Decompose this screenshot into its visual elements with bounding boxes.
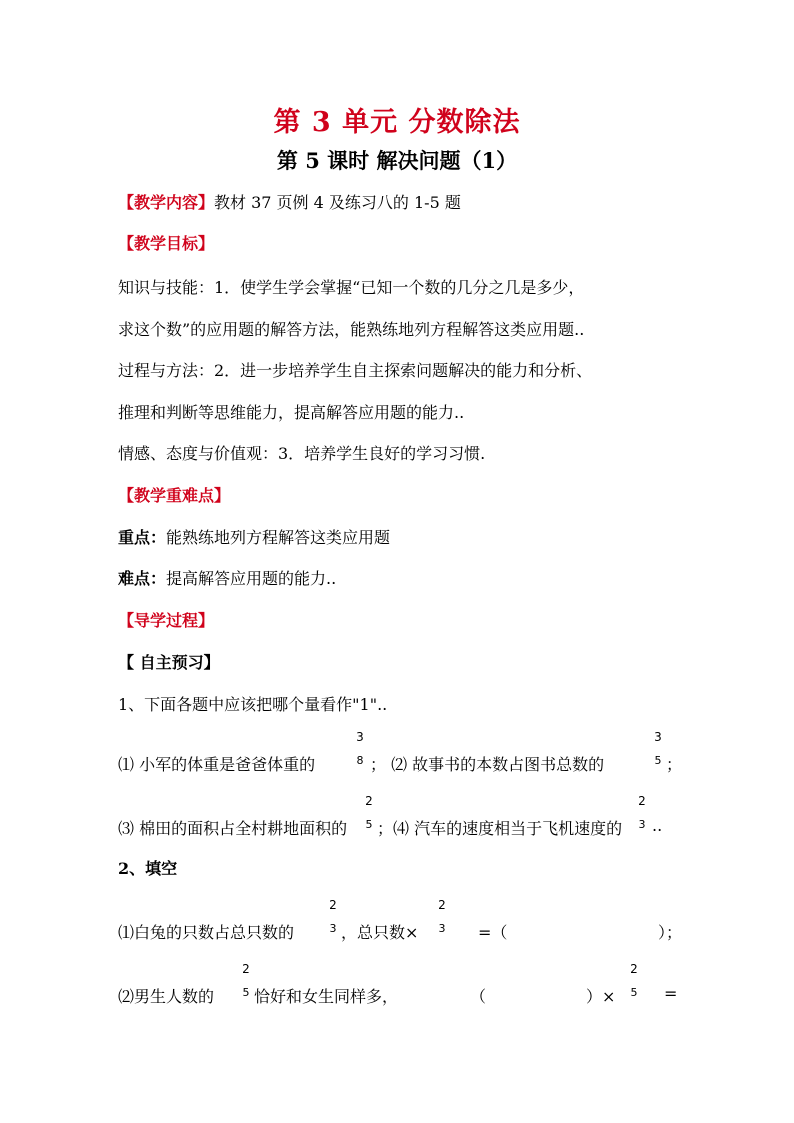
fraction-denominator: 5 [654,754,662,767]
q1-item-b: ； ⑵ 故事书的本数占图书总数的 [370,755,605,774]
goal-line: 情感、态度与价值观：3．培养学生良好的学习习惯. [118,444,486,463]
fraction [636,794,648,832]
fraction-denominator: 5 [630,986,638,999]
teaching-content-text: 教材 37 页例 4 及练习八的 1-5 题 [214,193,461,212]
q2-item-a-mid: ，总只数× [341,923,419,942]
key-point-label: 重点： [118,528,167,547]
goal-line: 推理和判断等思维能力，提高解答应用题的能力.. [118,403,465,422]
q2-item-b-eq: = [664,984,678,1003]
fraction [363,794,375,832]
unit-title: 第 3 单元 分数除法 [273,107,521,138]
question-2: 2、填空 [118,859,178,878]
q2-item-b-mid: 恰好和女生同样多， [254,987,399,1006]
fraction [436,898,448,936]
fraction-denominator: 3 [638,818,646,831]
fraction [652,730,664,768]
self-preview-label: 【 自主预习】 [118,653,220,672]
difficult-point [118,566,336,589]
process-label: 【导学过程】 [118,611,215,630]
fraction [240,962,252,1000]
teaching-content [118,190,461,213]
q2-item-b-paren-close: ）× [586,987,616,1006]
fraction-numerator: 2 [365,794,373,808]
q2-item-a: ⑴白兔的只数占总只数的 [118,923,295,942]
q2-item-a-end: ）； [658,923,683,942]
q2-item-b-paren-open: （ [470,987,487,1006]
key-point-text: 能熟练地列方程解答这类应用题 [166,528,391,547]
difficult-point-label: 难点： [118,569,167,588]
fraction-denominator: 3 [329,922,337,935]
lesson-subtitle: 第 5 课时 解决问题（1） [276,148,518,173]
goal-line: 知识与技能：1．使学生学会掌握“已知一个数的几分之几是多少， [118,278,585,297]
goal-line: 过程与方法：2．进一步培养学生自主探索问题解决的能力和分析、 [118,361,593,380]
q2-item-a-blank: =（ [478,923,508,942]
fraction-numerator: 2 [438,898,446,912]
q1-row-end: .. [652,816,663,835]
q1-item-d: ；⑷ 汽车的速度相当于飞机速度的 [377,819,623,838]
teaching-goals-label: 【教学目标】 [118,234,215,253]
fraction-numerator: 3 [356,730,364,744]
fraction-numerator: 2 [329,898,337,912]
fraction [327,898,339,936]
fraction [628,962,640,1000]
difficult-point-text: 提高解答应用题的能力.. [166,569,337,588]
key-point [118,525,390,548]
q1-item-c: ⑶ 棉田的面积占全村耕地面积的 [118,819,348,838]
fraction [354,730,366,768]
q1-item-a: ⑴ 小军的体重是爸爸体重的 [118,755,316,774]
fraction-denominator: 3 [438,922,446,935]
fraction-denominator: 5 [242,986,250,999]
question-1: 1、下面各题中应该把哪个量看作"1".. [118,695,388,714]
fraction-numerator: 2 [630,962,638,976]
q1-row-end: ； [666,755,683,774]
fraction-denominator: 5 [365,818,373,831]
fraction-numerator: 2 [638,794,646,808]
q2-item-b: ⑵男生人数的 [118,987,215,1006]
fraction-numerator: 2 [242,962,250,976]
fraction-denominator: 8 [356,754,364,767]
keypoints-label: 【教学重难点】 [118,486,231,505]
goal-line: 求这个数”的应用题的解答方法，能熟练地列方程解答这类应用题.. [118,320,585,339]
fraction-numerator: 3 [654,730,662,744]
teaching-content-label: 【教学内容】 [118,193,215,212]
